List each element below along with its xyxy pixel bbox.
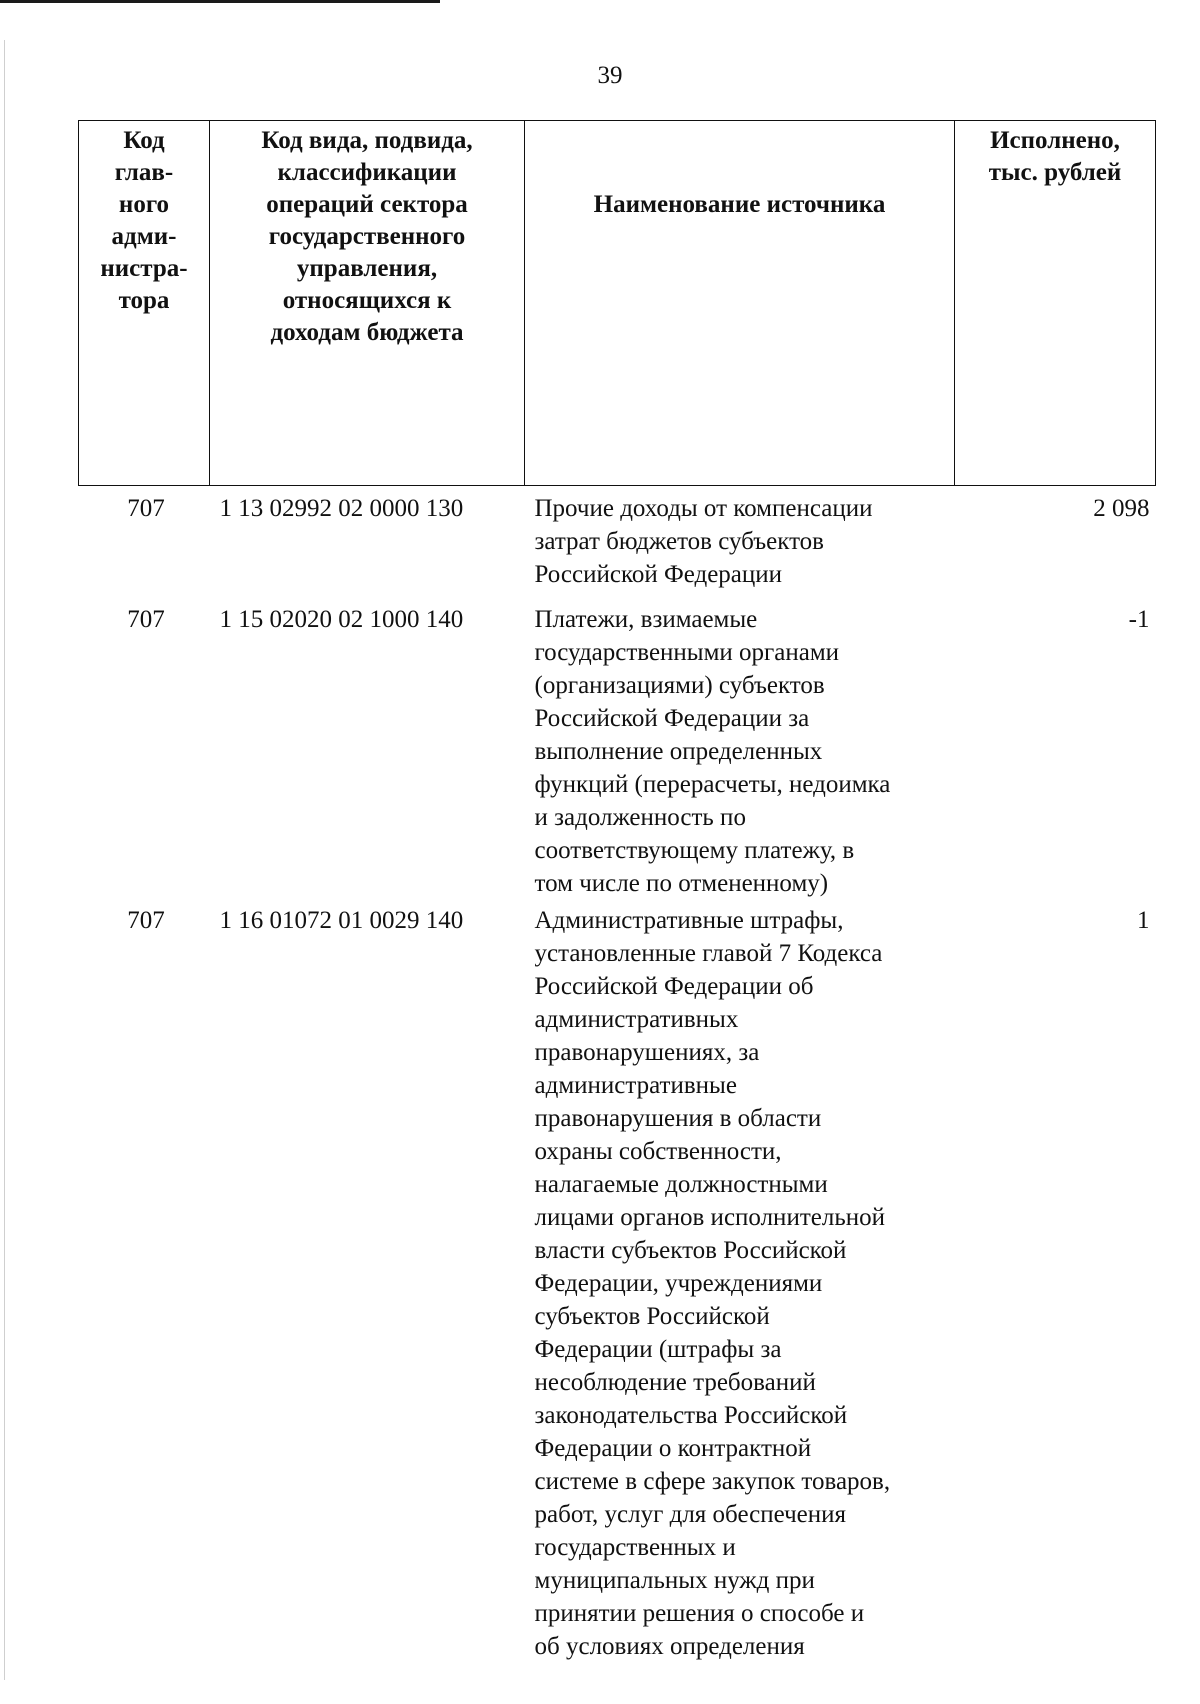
header-row <box>79 121 1156 486</box>
table-row <box>79 595 1156 904</box>
revenue-sources-table <box>78 120 1156 1667</box>
header-admin-code: Код глав- ного адми- нистра- тора <box>79 121 210 486</box>
page-number: 39 <box>597 62 623 89</box>
source-name-cell: Платежи, взимаемые государственными органами (организациями) субъектов Российской Федерации за выполнение определенных функций (перерасчеты, недоимка и задолженность по соответствующему платежу, в том числе по отмененному) <box>534 606 891 897</box>
admin-code-cell: 707 <box>127 907 165 934</box>
header-source-name: Наименование источника <box>525 121 955 486</box>
table-header <box>79 121 1156 486</box>
table-row <box>79 904 1156 1667</box>
scan-artifact-top-line <box>0 0 440 3</box>
header-classification-code: Код вида, подвида, классификации операций сектора государственного управления, относящихся к доходам бюджета <box>210 121 525 486</box>
executed-amount-cell: 1 <box>1137 907 1150 934</box>
executed-amount-cell: -1 <box>1128 606 1150 633</box>
classification-code-cell: 1 16 01072 01 0029 140 <box>219 907 464 934</box>
executed-amount-cell: 2 098 <box>1093 495 1150 522</box>
header-executed-amount: Исполнено, тыс. рублей <box>955 121 1156 486</box>
classification-code-cell: 1 13 02992 02 0000 130 <box>219 495 464 522</box>
classification-code-cell: 1 15 02020 02 1000 140 <box>219 606 464 633</box>
table-body <box>79 486 1156 1668</box>
scan-artifact-left-edge <box>4 40 5 1680</box>
admin-code-cell: 707 <box>127 606 165 633</box>
source-name-cell: Административные штрафы, установленные главой 7 Кодекса Российской Федерации об административных правонарушениях, за административные правонарушения в области охраны собственности, налагаемые должностными лицами органов исполнительной власти субъектов Российской Федерации, учреждениями субъектов Российской Федерации (штрафы за несоблюдение требований законодательства Российской Федерации о контрактной системе в сфере закупок товаров, работ, услуг для обеспечения государственных и муниципальных нужд при принятии решения о способе и об условиях определения <box>534 907 891 1660</box>
admin-code-cell: 707 <box>127 495 165 522</box>
table-row <box>79 486 1156 596</box>
source-name-cell: Прочие доходы от компенсации затрат бюджетов субъектов Российской Федерации <box>534 495 873 588</box>
